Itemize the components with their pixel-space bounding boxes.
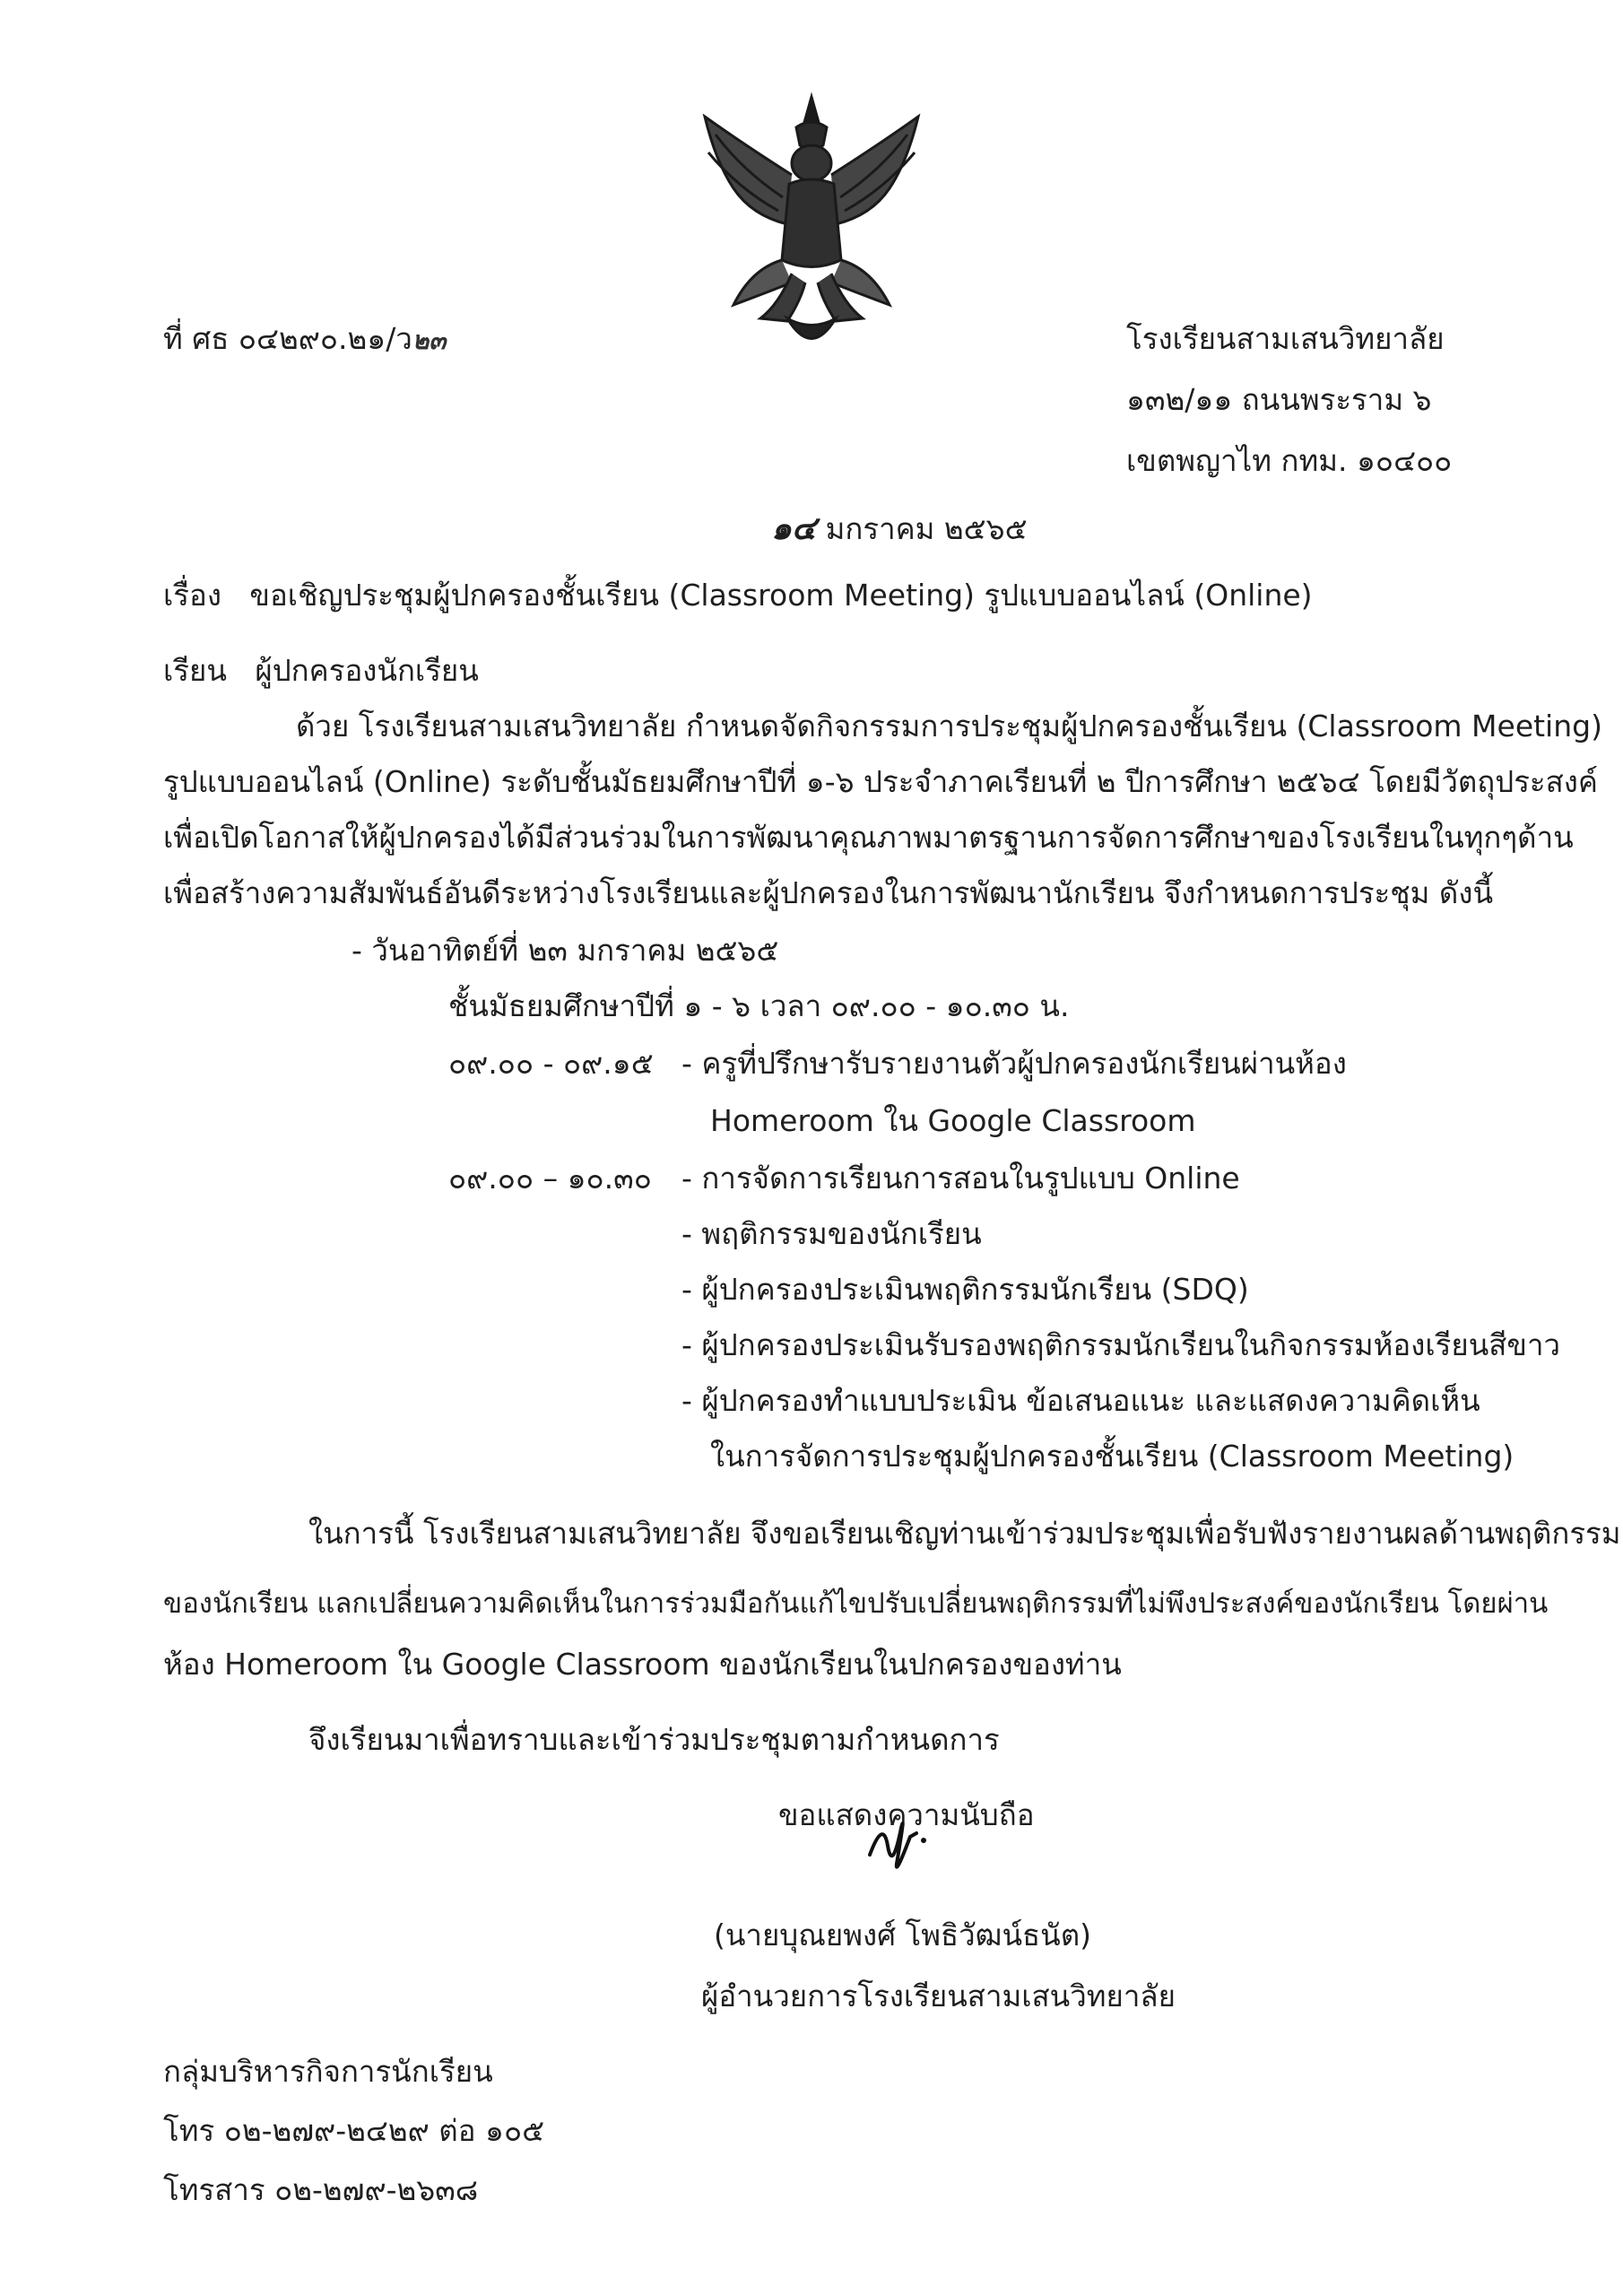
slot2-item-3: - ผู้ปกครองประเมินพฤติกรรมนักเรียน (SDQ) [681,1272,1249,1307]
body-para1-line4: เพื่อสร้างความสัมพันธ์อันดีระหว่างโรงเรียนและผู้ปกครองในการพัฒนานักเรียน จึงกำหนดการประชุม ดังนี้ [163,875,1494,910]
closing-request: จึงเรียนมาเพื่อทราบและเข้าร่วมประชุมตามกำหนดการ [308,1722,1000,1757]
body-para2-line1: ในการนี้ โรงเรียนสามเสนวิทยาลัย จึงขอเรียนเชิญท่านเข้าร่วมประชุมเพื่อรับฟังรายงานผลด้านพฤติกรรม [308,1516,1621,1551]
document-date [771,509,1028,548]
address-line-2: เขตพญาไท กทม. ๑๐๔๐๐ [1126,443,1453,478]
slot2-item-1: - การจัดการเรียนการสอนในรูปแบบ Online [681,1161,1240,1196]
garuda-emblem-icon [689,90,934,359]
slot1-time: ๐๙.๐๐ - ๐๙.๑๕ [448,1046,654,1081]
slot2-item-2: - พฤติกรรมของนักเรียน [681,1216,982,1251]
subject-text: ขอเชิญประชุมผู้ปกครองชั้นเรียน (Classroom Meeting) รูปแบบออนไลน์ (Online) [249,578,1313,613]
schedule-level: ชั้นมัธยมศึกษาปีที่ ๑ - ๖ เวลา ๐๙.๐๐ - ๑๐.๓๐ น. [448,988,1070,1023]
slot2-item-4: - ผู้ปกครองประเมินรับรองพฤติกรรมนักเรียนในกิจกรรมห้องเรียนสีขาว [681,1327,1561,1362]
date-day-handwritten: ๑๔ [771,510,817,547]
reference-number [163,321,446,357]
reference-number-handwritten: ๒๓ [412,326,447,355]
footer-department: กลุ่มบริหารกิจการนักเรียน [163,2054,493,2089]
slot2-item-6: ในการจัดการประชุมผู้ปกครองชั้นเรียน (Classroom Meeting) [710,1439,1515,1474]
subject-line [163,578,1313,613]
slot1-item-2: Homeroom ใน Google Classroom [710,1103,1196,1138]
body-para1-line2: รูปแบบออนไลน์ (Online) ระดับชั้นมัธยมศึกษาปีที่ ๑-๖ ประจำภาคเรียนที่ ๒ ปีการศึกษา ๒๕๖๔ โดยมีวัตถุประสงค์ [163,764,1598,799]
subject-label: เรื่อง [163,578,221,613]
signatory-position: ผู้อำนวยการโรงเรียนสามเสนวิทยาลัย [701,1979,1176,2013]
body-para2-line2: ของนักเรียน แลกเปลี่ยนความคิดเห็นในการร่วมมือกันแก้ไขปรับเปลี่ยนพฤติกรรมที่ไม่พึงประสงค์ของนักเรียน โดยผ่าน [163,1587,1549,1620]
date-month-year: มกราคม ๒๕๖๕ [825,511,1028,546]
footer-fax: โทรสาร ๐๒-๒๗๙-๒๖๓๘ [163,2172,479,2207]
recipient-line [163,653,479,689]
body-para1-line1: ด้วย โรงเรียนสามเสนวิทยาลัย กำหนดจัดกิจกรรมการประชุมผู้ปกครองชั้นเรียน (Classroom Meeting) [296,709,1602,744]
signature-mark [861,1801,933,1882]
regards: ขอแสดงความนับถือ [778,1797,1035,1832]
address-line-1: ๑๓๒/๑๑ ถนนพระราม ๖ [1126,382,1432,417]
slot1-item-1: - ครูที่ปรึกษารับรายงานตัวผู้ปกครองนักเรียนผ่านห้อง [681,1046,1347,1081]
school-name: โรงเรียนสามเสนวิทยาลัย [1126,321,1445,356]
footer-phone: โทร ๐๒-๒๗๙-๒๔๒๙ ต่อ ๑๐๕ [163,2113,545,2148]
slot2-time: ๐๙.๐๐ – ๑๐.๓๐ [448,1161,652,1196]
reference-number-text: ที่ ศธ ๐๔๒๙๐.๒๑/ว [163,321,412,356]
signatory-name: (นายบุณยพงศ์ โพธิวัฒน์ธนัต) [714,1918,1092,1952]
slot2-item-5: - ผู้ปกครองทำแบบประเมิน ข้อเสนอแนะ และแสดงความคิดเห็น [681,1383,1480,1418]
schedule-date: - วันอาทิตย์ที่ ๒๓ มกราคม ๒๕๖๕ [352,933,779,968]
recipient-text: ผู้ปกครองนักเรียน [255,653,479,688]
body-para2-line3: ห้อง Homeroom ใน Google Classroom ของนักเรียนในปกครองของท่าน [163,1647,1122,1682]
recipient-label: เรียน [163,653,227,688]
body-para1-line3: เพื่อเปิดโอกาสให้ผู้ปกครองได้มีส่วนร่วมในการพัฒนาคุณภาพมาตรฐานการจัดการศึกษาของโรงเรียนในทุกๆด้าน [163,820,1574,855]
